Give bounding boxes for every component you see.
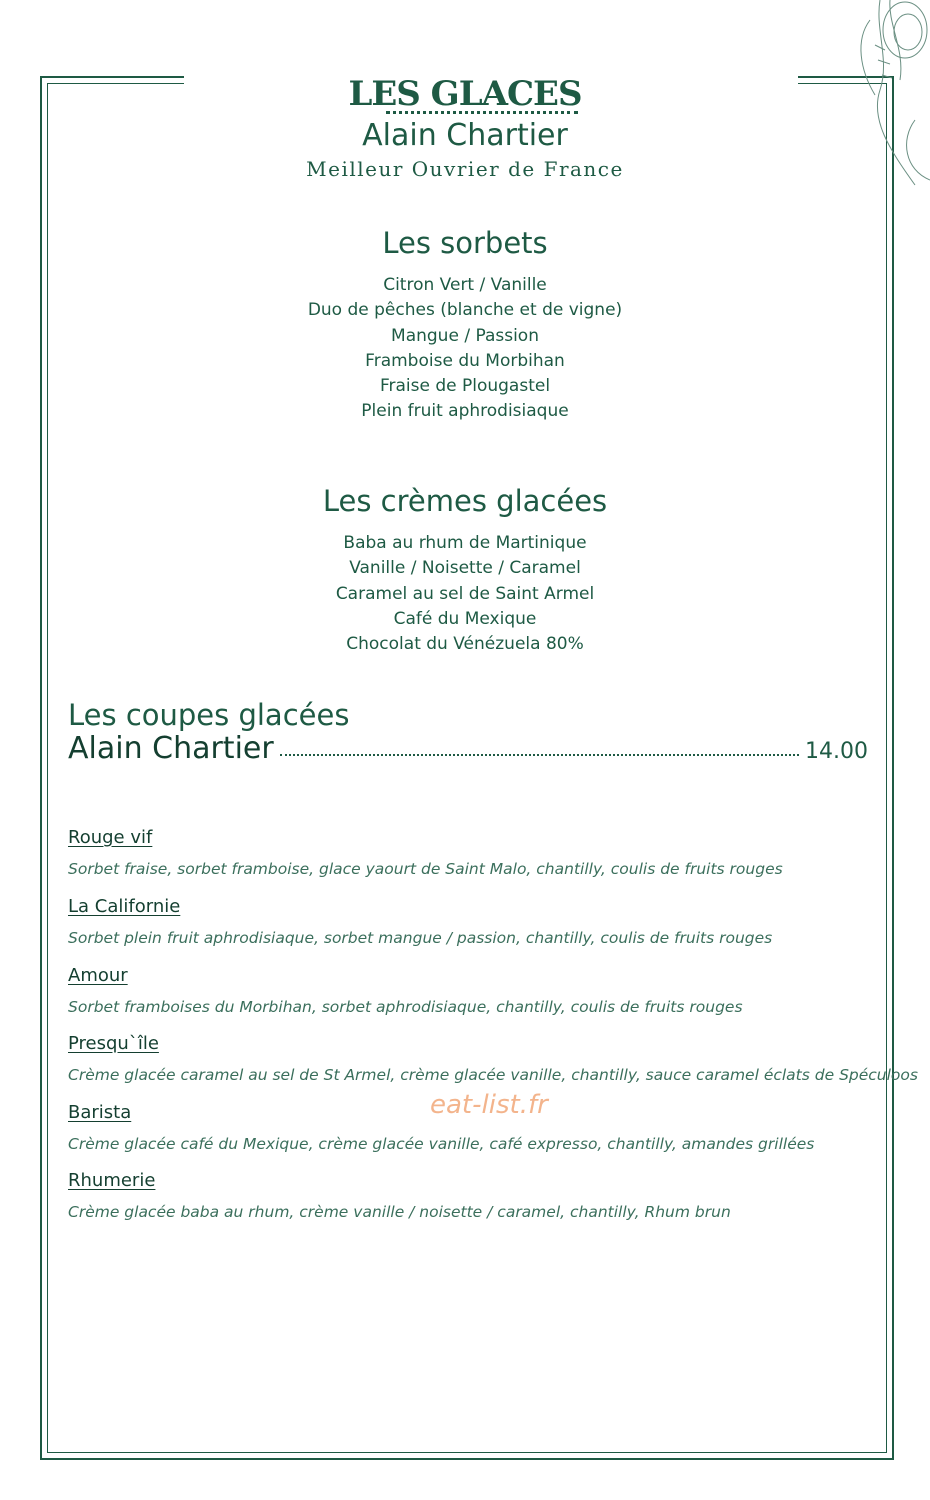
price-dotted-leader [280,753,799,756]
creme-item: Vanille / Noisette / Caramel [349,558,581,579]
coupe-item-description: Sorbet plein fruit aphrodisiaque, sorbet mangue / passion, chantilly, coulis de fruits rouges [68,929,773,947]
coupe-item-name: Rhumerie [68,1170,156,1191]
brand-title: LES GLACES [348,74,582,114]
coupe-item [68,965,868,1016]
coupe-item-name: Presqu`île [68,1033,159,1054]
coupe-item [68,827,868,878]
coupe-item-name: Amour [68,965,128,986]
creme-item: Chocolat du Vénézuela 80% [346,634,584,655]
sorbets-title: Les sorbets [382,226,548,260]
sorbet-item: Duo de pêches (blanche et de vigne) [307,300,623,321]
sorbet-item: Fraise de Plougastel [379,376,551,397]
brand-subtitle: Meilleur Ouvrier de France [306,157,624,181]
coupe-item [68,1033,918,1084]
coupe-item [68,896,868,947]
sorbets-list [0,273,930,425]
brand-name: Alain Chartier [362,118,568,153]
sorbet-item: Plein fruit aphrodisiaque [361,401,569,422]
coupe-item-name: Rouge vif [68,827,153,848]
sorbet-item: Framboise du Morbihan [365,350,565,371]
sorbet-item: Mangue / Passion [391,325,539,346]
creme-item: Café du Mexique [393,608,537,629]
coupe-item-description: Crème glacée caramel au sel de St Armel, crème glacée vanille, chantilly, sauce caramel éclats de Spéculoos [68,1066,918,1084]
brand-dotted-rule [386,111,578,118]
sorbet-item: Citron Vert / Vanille [383,275,547,295]
coupe-item-description: Sorbet framboises du Morbihan, sorbet aphrodisiaque, chantilly, coulis de fruits rouges [68,998,743,1016]
cremes-title: Les crèmes glacées [322,484,608,518]
coupes-price: 14.00 [805,739,868,764]
coupe-item-description: Crème glacée baba au rhum, crème vanille / noisette / caramel, chantilly, Rhum brun [68,1203,731,1221]
watermark-text: eat-list.fr [430,1090,548,1120]
cremes-list [0,531,930,657]
coupe-item-description: Sorbet fraise, sorbet framboise, glace yaourt de Saint Malo, chantilly, coulis de fruits rouges [68,860,783,878]
coupe-item [68,1170,868,1221]
coupes-title: Les coupes glacées [68,698,350,732]
coupes-name: Alain Chartier [68,731,274,766]
coupe-item-name: La Californie [68,896,181,917]
creme-item: Baba au rhum de Martinique [343,533,587,553]
coupe-item-name: Barista [68,1102,132,1123]
coupe-item-description: Crème glacée café du Mexique, crème glacée vanille, café expresso, chantilly, amandes grillées [68,1135,815,1153]
coupes-price-row [68,731,868,771]
creme-item: Caramel au sel de Saint Armel [335,583,595,604]
